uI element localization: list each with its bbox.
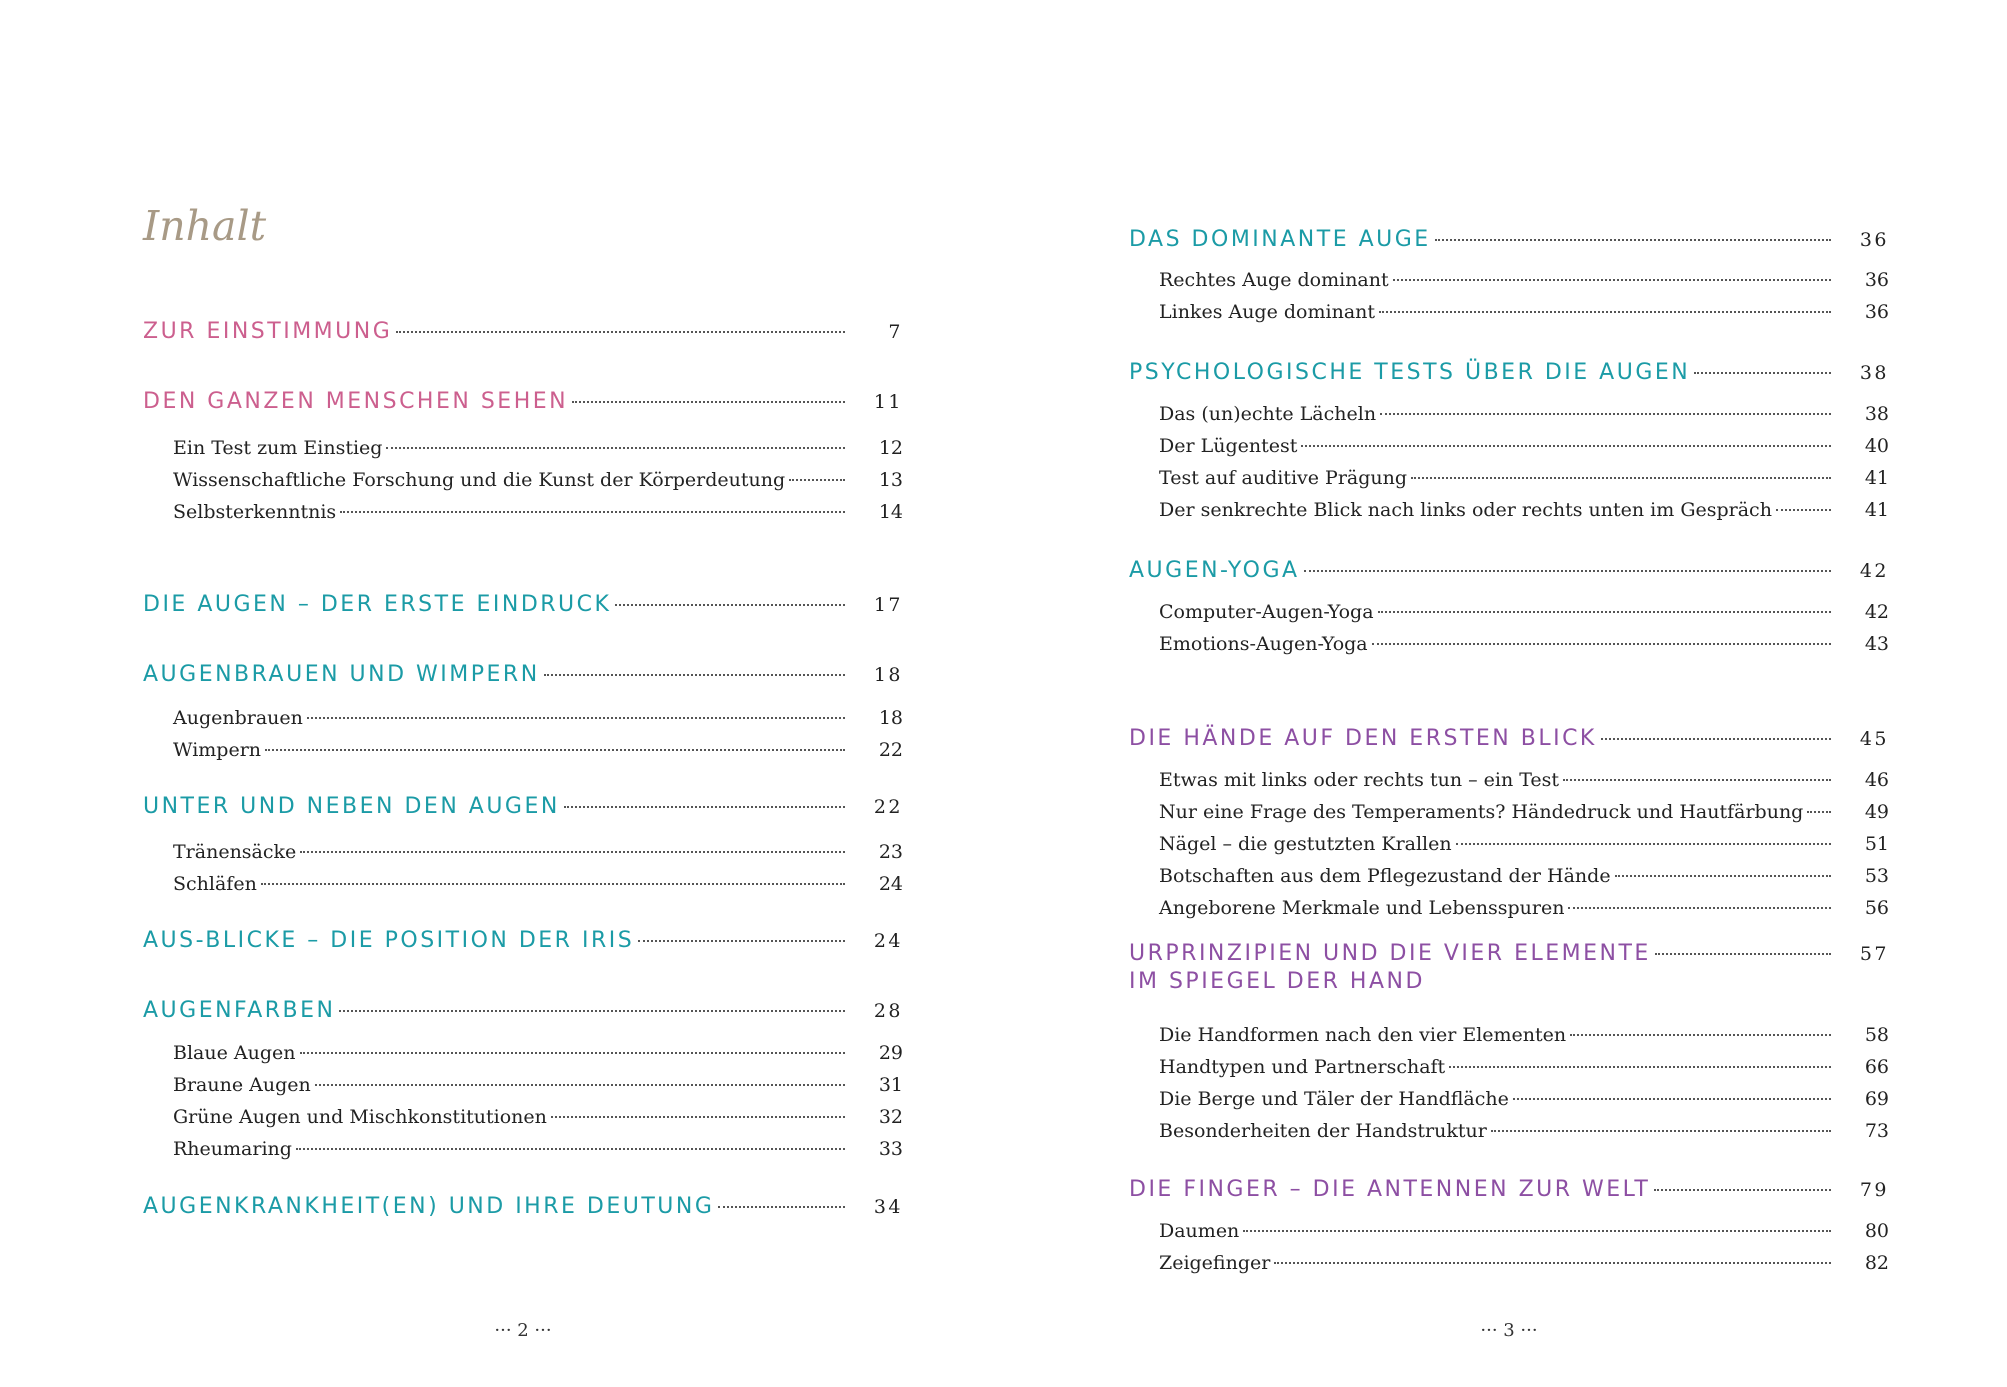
toc-leader-dots <box>1435 239 1831 241</box>
toc-subentry-der-senkrechte-blick-nach-links-oder-rechts-unten-im-gespräch <box>1129 494 1889 526</box>
toc-leader-dots <box>261 883 845 885</box>
toc-entry-title: Angeborene Merkmale und Lebensspuren <box>1159 897 1565 919</box>
left-page <box>143 0 903 1387</box>
toc-leader-dots <box>1393 279 1831 281</box>
toc-leader-dots <box>1301 445 1831 447</box>
toc-subentry-ein-test-zum-einstieg <box>143 432 903 464</box>
toc-page-number: 36 <box>1859 229 1889 251</box>
toc-heading-augen-yoga <box>1129 551 1889 591</box>
toc-entry-title: DIE AUGEN – DER ERSTE EINDRUCK <box>143 592 612 617</box>
toc-leader-dots <box>564 806 845 808</box>
toc-leader-dots <box>1601 738 1831 740</box>
toc-page-number: 28 <box>873 1000 903 1022</box>
toc-page-number: 57 <box>1859 943 1889 965</box>
toc-page-number: 73 <box>1864 1120 1889 1142</box>
toc-heading-die-finger-die-antennen-zur-welt <box>1129 1170 1889 1210</box>
toc-leader-dots <box>718 1206 845 1208</box>
toc-page-number: 13 <box>878 469 903 491</box>
toc-subentry-besonderheiten-der-handstruktur <box>1129 1115 1889 1147</box>
right-page <box>1129 0 1889 1387</box>
toc-subentry-die-handformen-nach-den-vier-elementen <box>1129 1019 1889 1051</box>
toc-heading-den-ganzen-menschen-sehen <box>143 382 903 422</box>
toc-leader-dots <box>1513 1098 1831 1100</box>
toc-subentry-botschaften-aus-dem-pflegezustand-der-hände <box>1129 860 1889 892</box>
toc-leader-dots <box>265 749 845 751</box>
toc-page-number: 82 <box>1864 1252 1889 1274</box>
toc-leader-dots <box>1274 1262 1831 1264</box>
toc-entry-title: Selbsterkenntnis <box>173 501 337 523</box>
toc-entry-title: Daumen <box>1159 1220 1240 1242</box>
toc-entry-title-line1: URPRINZIPIEN UND DIE VIER ELEMENTE <box>1129 941 1651 966</box>
toc-leader-dots <box>340 511 845 513</box>
toc-subentry-linkes-auge-dominant <box>1129 296 1889 328</box>
toc-subentry-daumen <box>1129 1215 1889 1247</box>
toc-heading-zur-einstimmung <box>143 312 903 352</box>
toc-entry-title: Augenbrauen <box>173 707 303 729</box>
toc-heading-augenbrauen-und-wimpern <box>143 655 903 695</box>
toc-leader-dots <box>1380 413 1831 415</box>
toc-subentry-braune-augen <box>143 1069 903 1101</box>
toc-heading-unter-und-neben-den-augen <box>143 787 903 827</box>
toc-page-number: 32 <box>878 1106 903 1128</box>
toc-entry-title: Emotions-Augen-Yoga <box>1159 633 1368 655</box>
toc-entry-title: Rheumaring <box>173 1138 292 1160</box>
toc-leader-dots <box>1449 1066 1831 1068</box>
toc-entry-title: Tränensäcke <box>173 841 297 863</box>
toc-leader-dots <box>296 1148 845 1150</box>
toc-page-number: 18 <box>873 664 903 686</box>
toc-leader-dots <box>1456 843 1831 845</box>
toc-leader-dots <box>1570 1034 1831 1036</box>
toc-entry-title: ZUR EINSTIMMUNG <box>143 319 393 344</box>
toc-leader-dots <box>1807 811 1831 813</box>
toc-page-number: 43 <box>1864 633 1889 655</box>
toc-leader-dots <box>572 401 845 403</box>
toc-entry-title: PSYCHOLOGISCHE TESTS ÜBER DIE AUGEN <box>1129 360 1691 385</box>
toc-entry-title: Besonderheiten der Handstruktur <box>1159 1120 1487 1142</box>
toc-page-number: 22 <box>878 739 903 761</box>
toc-subentry-das-un-echte-lächeln <box>1129 398 1889 430</box>
toc-subentry-angeborene-merkmale-und-lebensspuren <box>1129 892 1889 924</box>
toc-subentry-blaue-augen <box>143 1037 903 1069</box>
toc-leader-dots <box>1379 311 1831 313</box>
toc-entry-title: AUGENFARBEN <box>143 998 336 1023</box>
toc-leader-dots <box>1615 875 1831 877</box>
toc-leader-dots <box>396 331 845 333</box>
toc-subentry-rechtes-auge-dominant <box>1129 264 1889 296</box>
toc-heading-urprinzipien-und-die-vier-elemente <box>1129 936 1889 998</box>
toc-entry-title: Die Berge und Täler der Handfläche <box>1159 1088 1509 1110</box>
toc-leader-dots <box>615 604 845 606</box>
toc-subentry-schläfen <box>143 868 903 900</box>
toc-page-number: 80 <box>1864 1220 1889 1242</box>
toc-leader-dots <box>544 674 845 676</box>
toc-leader-dots <box>1491 1130 1831 1132</box>
page-title: Inhalt <box>143 202 267 250</box>
toc-entry-title: DEN GANZEN MENSCHEN SEHEN <box>143 389 569 414</box>
toc-leader-dots <box>307 717 845 719</box>
page-number-right: ··· 3 ··· <box>1480 1320 1538 1341</box>
toc-leader-dots <box>1243 1230 1831 1232</box>
toc-entry-title: Wimpern <box>173 739 262 761</box>
toc-leader-dots <box>386 447 845 449</box>
toc-entry-title: Ein Test zum Einstieg <box>173 437 383 459</box>
toc-page-number: 79 <box>1859 1179 1889 1201</box>
toc-entry-title: Test auf auditive Prägung <box>1159 467 1408 489</box>
toc-leader-dots <box>1568 907 1831 909</box>
toc-subentry-computer-augen-yoga <box>1129 596 1889 628</box>
toc-page-number: 45 <box>1859 728 1889 750</box>
toc-leader-dots <box>551 1116 845 1118</box>
toc-page-number: 33 <box>878 1138 903 1160</box>
toc-page-number: 18 <box>878 707 903 729</box>
toc-subentry-wissenschaftliche-forschung-und-die-kunst-der-körperdeutung <box>143 464 903 496</box>
toc-entry-title: DIE HÄNDE AUF DEN ERSTEN BLICK <box>1129 726 1597 751</box>
toc-entry-title: AUGENBRAUEN UND WIMPERN <box>143 662 540 687</box>
toc-entry-title: Der senkrechte Blick nach links oder rechts unten im Gespräch <box>1159 499 1772 521</box>
toc-entry-title: AUGEN-YOGA <box>1129 558 1300 583</box>
page-number-left: ··· 2 ··· <box>494 1320 552 1341</box>
toc-page-number: 69 <box>1864 1088 1889 1110</box>
toc-leader-dots <box>300 851 845 853</box>
toc-entry-title: DIE FINGER – DIE ANTENNEN ZUR WELT <box>1129 1177 1651 1202</box>
toc-entry-title: Computer-Augen-Yoga <box>1159 601 1374 623</box>
toc-page-number: 56 <box>1864 897 1889 919</box>
toc-subentry-etwas-mit-links-oder-rechts-tun-ein-test <box>1129 764 1889 796</box>
toc-entry-title: Wissenschaftliche Forschung und die Kunst der Körperdeutung <box>173 469 786 491</box>
toc-page-number: 38 <box>1859 362 1889 384</box>
toc-entry-title: Der Lügentest <box>1159 435 1298 457</box>
toc-entry-title: AUGENKRANKHEIT(EN) UND IHRE DEUTUNG <box>143 1194 715 1219</box>
toc-subentry-nur-eine-frage-des-temperaments-händedruck-und-hautfärbung <box>1129 796 1889 828</box>
toc-page-number: 24 <box>878 873 903 895</box>
toc-leader-dots <box>300 1052 846 1054</box>
toc-page-number: 23 <box>878 841 903 863</box>
toc-entry-title: Handtypen und Partnerschaft <box>1159 1056 1446 1078</box>
toc-entry-title: Grüne Augen und Mischkonstitutionen <box>173 1106 547 1128</box>
toc-subentry-tränensäcke <box>143 836 903 868</box>
toc-page-number: 36 <box>1864 301 1889 323</box>
toc-subentry-handtypen-und-partnerschaft <box>1129 1051 1889 1083</box>
toc-page-number: 42 <box>1859 560 1889 582</box>
toc-leader-dots <box>1654 1189 1831 1191</box>
toc-leader-dots <box>1655 953 1831 955</box>
toc-heading-das-dominante-auge <box>1129 220 1889 260</box>
toc-page-number: 46 <box>1864 769 1889 791</box>
toc-entry-title: Nur eine Frage des Temperaments? Händedruck und Hautfärbung <box>1159 801 1804 823</box>
toc-subentry-nägel-die-gestutzten-krallen <box>1129 828 1889 860</box>
toc-entry-title: Rechtes Auge dominant <box>1159 269 1389 291</box>
toc-subentry-test-auf-auditive-prägung <box>1129 462 1889 494</box>
toc-entry-title: DAS DOMINANTE AUGE <box>1129 227 1431 252</box>
toc-entry-title: Braune Augen <box>173 1074 311 1096</box>
toc-page-number: 34 <box>873 1196 903 1218</box>
toc-entry-title: Blaue Augen <box>173 1042 296 1064</box>
toc-subentry-wimpern <box>143 734 903 766</box>
toc-leader-dots <box>789 479 845 481</box>
toc-entry-title: Die Handformen nach den vier Elementen <box>1159 1024 1567 1046</box>
toc-entry-title: AUS-BLICKE – DIE POSITION DER IRIS <box>143 928 635 953</box>
toc-heading-augenkrankheit-en-und-ihre-deutung <box>143 1187 903 1227</box>
toc-subentry-emotions-augen-yoga <box>1129 628 1889 660</box>
toc-entry-title-line2: IM SPIEGEL DER HAND <box>1129 969 1425 994</box>
toc-subentry-grüne-augen-und-mischkonstitutionen <box>143 1101 903 1133</box>
toc-heading-die-augen-der-erste-eindruck <box>143 585 903 625</box>
toc-page-number: 49 <box>1864 801 1889 823</box>
toc-page-number: 12 <box>878 437 903 459</box>
toc-leader-dots <box>638 940 845 942</box>
toc-page-number: 41 <box>1864 467 1889 489</box>
toc-entry-title: Schläfen <box>173 873 257 895</box>
toc-leader-dots <box>315 1084 845 1086</box>
toc-page-number: 24 <box>873 930 903 952</box>
toc-page-number: 36 <box>1864 269 1889 291</box>
toc-subentry-die-berge-und-täler-der-handfläche <box>1129 1083 1889 1115</box>
toc-entry-title: Etwas mit links oder rechts tun – ein Test <box>1159 769 1560 791</box>
toc-heading-aus-blicke-die-position-der-iris <box>143 921 903 961</box>
toc-page-number: 31 <box>878 1074 903 1096</box>
toc-page-number: 14 <box>878 501 903 523</box>
toc-leader-dots <box>1563 779 1831 781</box>
toc-entry-title: Zeigefinger <box>1159 1252 1271 1274</box>
toc-page-number: 22 <box>873 796 903 818</box>
toc-entry-title: Botschaften aus dem Pflegezustand der Hände <box>1159 865 1611 887</box>
toc-leader-dots <box>339 1010 845 1012</box>
toc-entry-title: Linkes Auge dominant <box>1159 301 1376 323</box>
toc-page-number: 40 <box>1864 435 1889 457</box>
toc-subentry-augenbrauen <box>143 702 903 734</box>
toc-leader-dots <box>1372 643 1831 645</box>
toc-entry-title: UNTER UND NEBEN DEN AUGEN <box>143 794 560 819</box>
toc-subentry-selbsterkenntnis <box>143 496 903 528</box>
toc-heading-augenfarben <box>143 991 903 1031</box>
toc-entry-title: Nägel – die gestutzten Krallen <box>1159 833 1452 855</box>
toc-subentry-zeigefinger <box>1129 1247 1889 1279</box>
toc-page-number: 51 <box>1864 833 1889 855</box>
toc-entry-title <box>1129 940 1651 996</box>
toc-page-number: 17 <box>873 594 903 616</box>
toc-leader-dots <box>1411 477 1831 479</box>
toc-heading-die-hände-auf-den-ersten-blick <box>1129 719 1889 759</box>
toc-page-number: 11 <box>873 391 903 413</box>
toc-page-number: 29 <box>878 1042 903 1064</box>
toc-page-number: 58 <box>1864 1024 1889 1046</box>
toc-heading-psychologische-tests-über-die-augen <box>1129 353 1889 393</box>
toc-page-number: 7 <box>888 321 903 343</box>
toc-leader-dots <box>1304 570 1831 572</box>
toc-page-number: 42 <box>1864 601 1889 623</box>
toc-page-number: 66 <box>1864 1056 1889 1078</box>
toc-leader-dots <box>1776 509 1831 511</box>
toc-leader-dots <box>1694 372 1831 374</box>
toc-page-number: 53 <box>1864 865 1889 887</box>
toc-leader-dots <box>1378 611 1831 613</box>
toc-page-number: 41 <box>1864 499 1889 521</box>
toc-entry-title: Das (un)echte Lächeln <box>1159 403 1377 425</box>
toc-page-number: 38 <box>1864 403 1889 425</box>
toc-subentry-rheumaring <box>143 1133 903 1165</box>
toc-subentry-der-lügentest <box>1129 430 1889 462</box>
